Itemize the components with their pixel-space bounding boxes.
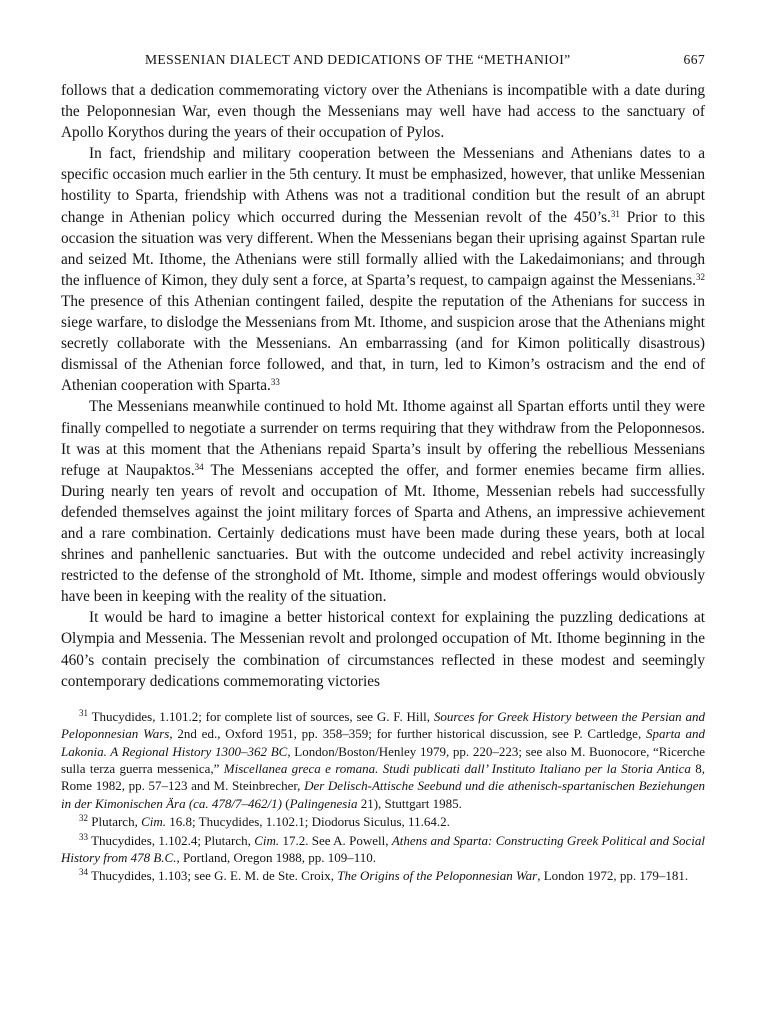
footnote-31-title: Miscellanea greca e romana. Studi publicati dall’ Instituto Italiano per la Storia Antica — [223, 760, 691, 776]
footnote-33-title: Athens and Sparta: Constructing Greek Political and Social History from 478 B.C. — [61, 832, 705, 865]
running-title: MESSENIAN DIALECT AND DEDICATIONS OF THE “METHANIOI” — [145, 52, 571, 67]
footnote-31-title: Palingenesia — [289, 795, 358, 811]
body-text — [61, 80, 705, 692]
footnote-31-title: Sources for Greek History between the Persian and Peloponnesian Wars — [61, 708, 705, 742]
paragraph-1: follows that a dedication commemorating victory over the Athenians is incompatible with a date during the Peloponnesian War, even though the Messenians may well have had access to the sanctuary of Apollo Korythos during the years of their occupation of Pylos. — [61, 82, 705, 142]
footnote-33-title: Cim. — [254, 832, 280, 848]
footnotes — [61, 708, 705, 885]
footnote-34-text: Thucydides, 1.103; see G. E. M. de Ste. Croix, — [88, 868, 338, 884]
footnote-32-title: Cim. — [141, 814, 166, 830]
paragraph-3-text-a: The Messenians meanwhile continued to hold Mt. Ithome against all Spartan efforts until they were finally compelled to negotiate a surrender on terms requiring that they withdraw from the Peloponnesos. It was at this moment that the Athenians repaid Sparta’s insult by offering the rebellious Messenians refuge at Naupaktos. — [61, 398, 705, 479]
paragraph-4: It would be hard to imagine a better historical context for explaining the puzzling dedications at Olympia and Messenia. The Messenian revolt and prolonged occupation of Mt. Ithome beginning in the 460’s contain precisely the combination of circumstances reflected in these modest and seemingly contemporary dedications commemorating victories — [61, 609, 705, 690]
running-head — [61, 52, 705, 68]
paragraph-2-text-b: Prior to this occasion the situation was very different. When the Messenians began their uprising against Spartan rule and seized Mt. Ithome, the Athenians were still formally allied with the Lakedaimonians; and through the influence of Kimon, they duly sent a force, at Sparta’s request, to campaign against the Messenians. — [61, 208, 705, 289]
footnote-31-title: Der Delisch-Attische Seebund und die athenisch-spartanischen Beziehungen in der Kimonischen Ära (ca. 478/7–462/1) — [61, 778, 705, 811]
footnote-31-text: 21), Stuttgart 1985. — [357, 795, 462, 811]
footnote-31-text: , 2nd ed., Oxford 1951, pp. 358–359; for further historical discussion, see P. Cartledge, — [169, 726, 647, 742]
footnote-33-text: Thucydides, 1.102.4; Plutarch, — [88, 832, 255, 848]
paragraph-2-text-c: The presence of this Athenian contingent failed, despite the reputation of the Athenians for success in siege warfare, to dislodge the Messenians from Mt. Ithome, and suspicion arose that the Athenians might secretly collaborate with the Messenians. An embarrassing (and for Kimon politically disastrous) dismissal of the Athenian force followed, and that, in turn, led to Kimon’s ostracism and the end of Athenian cooperation with Sparta. — [61, 292, 705, 395]
footnote-31-text: , London/Boston/Henley 1979, pp. 220–223; see also M. Buonocore, “Ricerche sulla terza guerra messenica,” — [61, 743, 705, 776]
footnote-32-text: 16.8; Thucydides, 1.102.1; Diodorus Siculus, 11.64.2. — [166, 814, 450, 830]
paragraph-3-text-b: The Messenians accepted the offer, and former enemies became firm allies. During nearly ten years of revolt and occupation of Mt. Ithome, Messenian rebels had successfully defended themselves against the joint military forces of Sparta and Athens, an impressive achievement and a rare combination. Certainly dedications must have been made during these years, both at local shrines and panhellenic sanctuaries. But with the outcome undecided and rebel activity increasingly restricted to the defense of the stronghold of Mt. Ithome, simple and modest offerings would obviously have been in keeping with the reality of the situation. — [61, 461, 705, 606]
paragraph-2-text-a: In fact, friendship and military cooperation between the Messenians and Athenians dates to a specific occasion much earlier in the 5th century. It must be emphasized, however, that unlike Messenian hostility to Sparta, friendship with Athens was not a traditional condition but the result of an abrupt change in Athenian policy which occurred during the Messenian revolt of the 450’s. — [61, 145, 705, 226]
footnote-31-title: Sparta and Lakonia. A Regional History 1300–362 BC — [61, 726, 705, 759]
footnote-33 — [61, 832, 705, 867]
footnote-31-text: 8, Rome 1982, pp. 57–123 and M. Steinbrecher, — [61, 760, 705, 794]
footnote-31-number: 31 — [79, 707, 88, 718]
footnote-31-text: Thucydides, 1.101.2; for complete list of sources, see G. F. Hill, — [88, 708, 434, 724]
footnote-31-text: ( — [281, 795, 290, 811]
footnote-34-text: , London 1972, pp. 179–181. — [537, 868, 689, 884]
footnote-ref-34[interactable]: 34 — [194, 461, 204, 472]
footnote-34-number: 34 — [79, 867, 88, 878]
footnote-32-number: 32 — [79, 813, 88, 824]
footnote-ref-33[interactable]: 33 — [270, 377, 280, 388]
footnote-31 — [61, 708, 705, 812]
page-number: 667 — [683, 52, 705, 67]
footnote-33-number: 33 — [79, 831, 88, 842]
footnote-33-text: , Portland, Oregon 1988, pp. 109–110. — [176, 849, 377, 865]
footnote-32 — [61, 813, 705, 830]
footnote-34-title: The Origins of the Peloponnesian War — [337, 868, 538, 884]
footnote-ref-31[interactable]: 31 — [610, 208, 620, 219]
footnote-ref-32[interactable]: 32 — [696, 271, 705, 282]
footnote-32-text: Plutarch, — [88, 814, 142, 830]
page — [61, 52, 705, 885]
footnote-34 — [61, 867, 705, 884]
paragraph-3 — [61, 396, 705, 607]
footnote-33-text: 17.2. See A. Powell, — [279, 832, 392, 848]
paragraph-2 — [61, 143, 705, 396]
